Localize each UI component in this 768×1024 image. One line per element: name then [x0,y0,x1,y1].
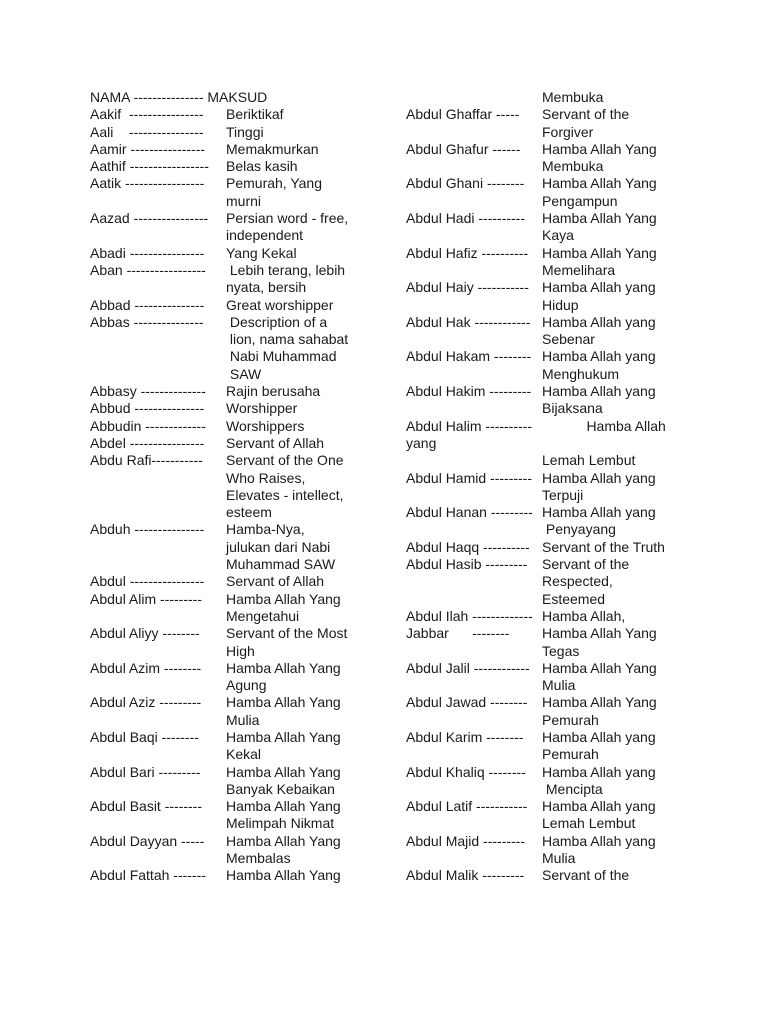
name-label: Abdul Hasib --------- [406,556,528,573]
meaning-text: Worshippers [226,417,305,434]
meaning-text: Banyak Kebaikan [226,780,335,797]
meaning-text: Hamba Allah Yang [226,867,341,884]
name-entry-line [406,746,706,763]
meaning-text: Servant of Allah [226,434,325,451]
name-label: Abdul Jalil ------------ [406,659,530,676]
name-entry-line [406,297,706,314]
name-entry-line [406,470,706,487]
name-entry-line [406,798,706,815]
meaning-text: Elevates - intellect, [226,486,344,503]
meaning-text: Hamba Allah, [542,607,626,624]
meaning-text: Lebih terang, lebih [226,261,346,278]
name-label: Abdul Hakam -------- [406,348,532,365]
meaning-text: Melimpah Nikmat [226,815,335,832]
name-entry-line [406,175,706,192]
name-entry-line [406,141,706,158]
name-entry-line [406,764,706,781]
meaning-text: Beriktikaf [226,106,284,123]
name-label: Aamir ---------------- [90,140,206,157]
left-column [90,89,390,885]
name-label: Abdul Aliyy -------- [90,625,200,642]
name-label: Abdul Majid --------- [406,832,525,849]
name-label: Abbad --------------- [90,296,205,313]
meaning-text: Servant of Allah [226,573,325,590]
name-entry-line [406,452,706,469]
name-entry-line [90,539,390,556]
name-entry-line [406,314,706,331]
name-entry-line [90,694,390,711]
meaning-text: Muhammad SAW [226,556,336,573]
meaning-text: Hamba Allah Yang [226,659,341,676]
right-column [406,89,706,885]
name-entry-line [406,400,706,417]
meaning-text: High [226,642,255,659]
meaning-text: Hamba Allah yang [542,832,656,849]
name-label: Abdul Latif ----------- [406,798,528,815]
name-label: Abdul Haqq ---------- [406,538,530,555]
name-entry-line [406,348,706,365]
meaning-text: Penyayang [542,521,616,538]
name-label: Aatik ----------------- [90,175,205,192]
name-entry-line [406,158,706,175]
name-entry-line [406,729,706,746]
meaning-text: Pemurah, Yang [226,175,322,192]
meaning-text: Hamba Allah yang [542,383,656,400]
name-entry-line [90,746,390,763]
meaning-text: Membuka [542,158,604,175]
name-entry-line [90,556,390,573]
name-entry-line [90,487,390,504]
name-label: Abdul Ilah ------------- [406,607,533,624]
name-label: Abdul Hak ------------ [406,313,531,330]
name-entry-line [90,470,390,487]
name-entry-line [90,227,390,244]
name-entry-line [406,331,706,348]
name-label: yang [406,434,437,451]
meaning-text: Terpuji [542,486,584,503]
name-entry-line [90,175,390,192]
meaning-text: Esteemed [542,590,606,607]
meaning-text: Hamba Allah Yang [226,798,341,815]
meaning-text: Servant of the [542,556,630,573]
name-entry-line [90,815,390,832]
meaning-text: independent [226,227,304,244]
name-entry-line [406,262,706,279]
meaning-text: Hamba Allah yang [542,279,656,296]
meaning-text: Hamba Allah yang [542,313,656,330]
name-entry-line [406,608,706,625]
name-label: Abdul Ghafur ------ [406,140,521,157]
name-entry-line [90,89,390,106]
name-entry-line [406,124,706,141]
name-label: Abdel ---------------- [90,434,205,451]
name-entry-line [90,158,390,175]
name-label: Abdul Ghani -------- [406,175,525,192]
name-entry-line [406,487,706,504]
meaning-text: Memakmurkan [226,140,319,157]
name-label: Abdul Baqi -------- [90,728,199,745]
name-entry-line [90,643,390,660]
meaning-text: Great worshipper [226,296,334,313]
name-label: Abdul Fattah ------- [90,867,206,884]
meaning-text: Servant of the [542,106,630,123]
name-entry-line [406,89,706,106]
name-entry-line [90,331,390,348]
meaning-text: Lemah Lembut [542,815,636,832]
meaning-text: Worshipper [226,400,298,417]
name-entry-line [90,798,390,815]
name-label: Abdul Hafiz ---------- [406,244,529,261]
meaning-text: Hamba Allah yang [542,728,656,745]
name-entry-line [406,643,706,660]
name-entry-line [406,210,706,227]
name-label: Abdul Dayyan ----- [90,832,205,849]
meaning-text: Tinggi [226,123,264,140]
name-entry-line [406,677,706,694]
name-label: Abdul Hakim --------- [406,383,532,400]
name-label: Aban ----------------- [90,261,206,278]
name-entry-line [90,729,390,746]
meaning-text: Memelihara [542,261,616,278]
name-label: Abdul Jawad -------- [406,694,528,711]
name-entry-line [90,418,390,435]
name-entry-line [406,833,706,850]
name-entry-line [406,521,706,538]
meaning-text: Mencipta [542,780,603,797]
name-entry-line [406,573,706,590]
meaning-text: Hamba-Nya, [226,521,305,538]
name-entry-line [90,712,390,729]
meaning-text: Hamba Allah Yang [226,832,341,849]
name-label: Aakif ---------------- [90,106,204,123]
meaning-text: Hamba Allah Yang [542,244,657,261]
name-entry-line [406,781,706,798]
name-label: Abdul Aziz --------- [90,694,202,711]
meaning-text: Kaya [542,227,574,244]
meaning-text: Description of a [226,313,328,330]
name-entry-line [90,314,390,331]
meaning-text: Servant of the One [226,452,344,469]
meaning-text: Respected, [542,573,613,590]
name-label: Abdul Hadi ---------- [406,210,525,227]
name-label: Abbas --------------- [90,313,204,330]
name-entry-line [90,591,390,608]
meaning-text: Hamba Allah Yang [542,659,657,676]
meaning-text: Mulia [226,711,260,728]
meaning-text: Pemurah [542,746,599,763]
name-label: Abdul Haiy ----------- [406,279,529,296]
meaning-text: Servant of the Most [226,625,348,642]
name-entry-line [90,833,390,850]
name-label: Abdul Alim --------- [90,590,202,607]
name-entry-line [90,608,390,625]
meaning-text: Lemah Lembut [542,452,636,469]
meaning-text: Hamba Allah Yang [542,625,657,642]
name-label: Abdul Halim ---------- Hamba Allah [406,417,666,434]
name-entry-line [90,764,390,781]
name-entry-line [90,521,390,538]
meaning-text: Hamba Allah yang [542,504,656,521]
meaning-text: Hamba Allah Yang [226,694,341,711]
name-label: Aazad ---------------- [90,210,209,227]
name-entry-line [90,867,390,884]
name-label: Abdul ---------------- [90,573,205,590]
meaning-text: julukan dari Nabi [226,538,331,555]
meaning-text: lion, nama sahabat [226,331,349,348]
name-entry-line [90,677,390,694]
name-entry-line [90,193,390,210]
meaning-text: nyata, bersih [226,279,307,296]
meaning-text: Belas kasih [226,158,298,175]
name-entry-line [90,297,390,314]
meaning-text: Servant of the Truth [542,538,665,555]
name-entry-line [406,366,706,383]
name-entry-line [406,193,706,210]
name-entry-line [406,435,706,452]
meaning-text: Hamba Allah yang [542,763,656,780]
name-entry-line [406,712,706,729]
meaning-text: Hamba Allah Yang [542,140,657,157]
meaning-text: Sebenar [542,331,595,348]
meaning-text: Mulia [542,677,576,694]
name-entry-line [90,625,390,642]
meaning-text: Rajin berusaha [226,383,321,400]
meaning-text: Hamba Allah Yang [226,728,341,745]
meaning-text: Pemurah [542,711,599,728]
name-label: Abdul Hanan --------- [406,504,533,521]
meaning-text: murni [226,192,262,209]
meaning-text: Hamba Allah yang [542,798,656,815]
name-entry-line [406,556,706,573]
name-entry-line [90,348,390,365]
name-entry-line [406,279,706,296]
name-entry-line [406,591,706,608]
name-entry-line [90,124,390,141]
name-entry-line [406,815,706,832]
name-entry-line [406,383,706,400]
name-label: Abdul Hamid --------- [406,469,532,486]
name-label: Abdul Khaliq -------- [406,763,526,780]
meaning-text: Hamba Allah yang [542,348,656,365]
name-entry-line [90,245,390,262]
name-label: Abdul Ghaffar ----- [406,106,520,123]
meaning-text: SAW [226,365,262,382]
name-entry-line [90,850,390,867]
meaning-text: Membalas [226,850,291,867]
meaning-text: Pengampun [542,192,618,209]
meaning-text: Hamba Allah Yang [542,175,657,192]
meaning-text: Agung [226,677,267,694]
name-entry-line [406,625,706,642]
name-label: Abbud --------------- [90,400,205,417]
meaning-text: Forgiver [542,123,594,140]
name-entry-line [406,227,706,244]
name-entry-line [406,867,706,884]
meaning-text: Nabi Muhammad [226,348,337,365]
name-entry-line [90,452,390,469]
name-label: Abdul Bari --------- [90,763,201,780]
name-entry-line [90,279,390,296]
name-entry-line [90,366,390,383]
meaning-text: Menghukum [542,365,620,382]
name-entry-line [90,660,390,677]
name-label: Abbasy -------------- [90,383,206,400]
name-entry-line [406,694,706,711]
name-entry-line [90,262,390,279]
name-label: Abdul Basit -------- [90,798,203,815]
meaning-text: Hamba Allah yang [542,469,656,486]
name-label: Abdul Azim -------- [90,659,202,676]
meaning-text: esteem [226,504,272,521]
name-label: NAMA --------------- MAKSUD [90,89,268,105]
name-entry-line [90,383,390,400]
meaning-text: Hamba Allah Yang [542,694,657,711]
meaning-text: Hidup [542,296,579,313]
meaning-text: Tegas [542,642,580,659]
name-entry-line [406,245,706,262]
meaning-text: Servant of the [542,867,630,884]
name-entry-line [406,504,706,521]
name-entry-line [406,660,706,677]
name-label: Abbudin ------------- [90,417,206,434]
name-label: Jabbar -------- [406,625,510,642]
name-label: Aathif ----------------- [90,158,209,175]
meaning-text: Who Raises, [226,469,306,486]
name-label: Abduh --------------- [90,521,205,538]
meaning-text: Bijaksana [542,400,603,417]
meaning-text: Mulia [542,850,576,867]
meaning-text: Yang Kekal [226,244,297,261]
meaning-text: Persian word - free, [226,210,349,227]
meaning-text: Membuka [542,89,604,105]
name-entry-line [90,400,390,417]
meaning-text: Hamba Allah Yang [226,763,341,780]
name-entry-line [406,418,706,435]
meaning-text: Hamba Allah Yang [226,590,341,607]
name-label: Abdul Malik --------- [406,867,525,884]
meaning-text: Mengetahui [226,607,300,624]
name-entry-line [90,573,390,590]
name-label: Abadi ---------------- [90,244,205,261]
name-label: Aali ---------------- [90,123,204,140]
name-entry-line [90,504,390,521]
name-label: Abdu Rafi----------- [90,452,203,469]
name-entry-line [90,435,390,452]
name-entry-line [406,850,706,867]
name-entry-line [90,781,390,798]
meaning-text: Hamba Allah Yang [542,210,657,227]
name-entry-line [406,106,706,123]
name-entry-line [406,539,706,556]
name-label: Abdul Karim -------- [406,728,524,745]
name-entry-line [90,106,390,123]
name-entry-line [90,141,390,158]
meaning-text: Kekal [226,746,262,763]
name-entry-line [90,210,390,227]
